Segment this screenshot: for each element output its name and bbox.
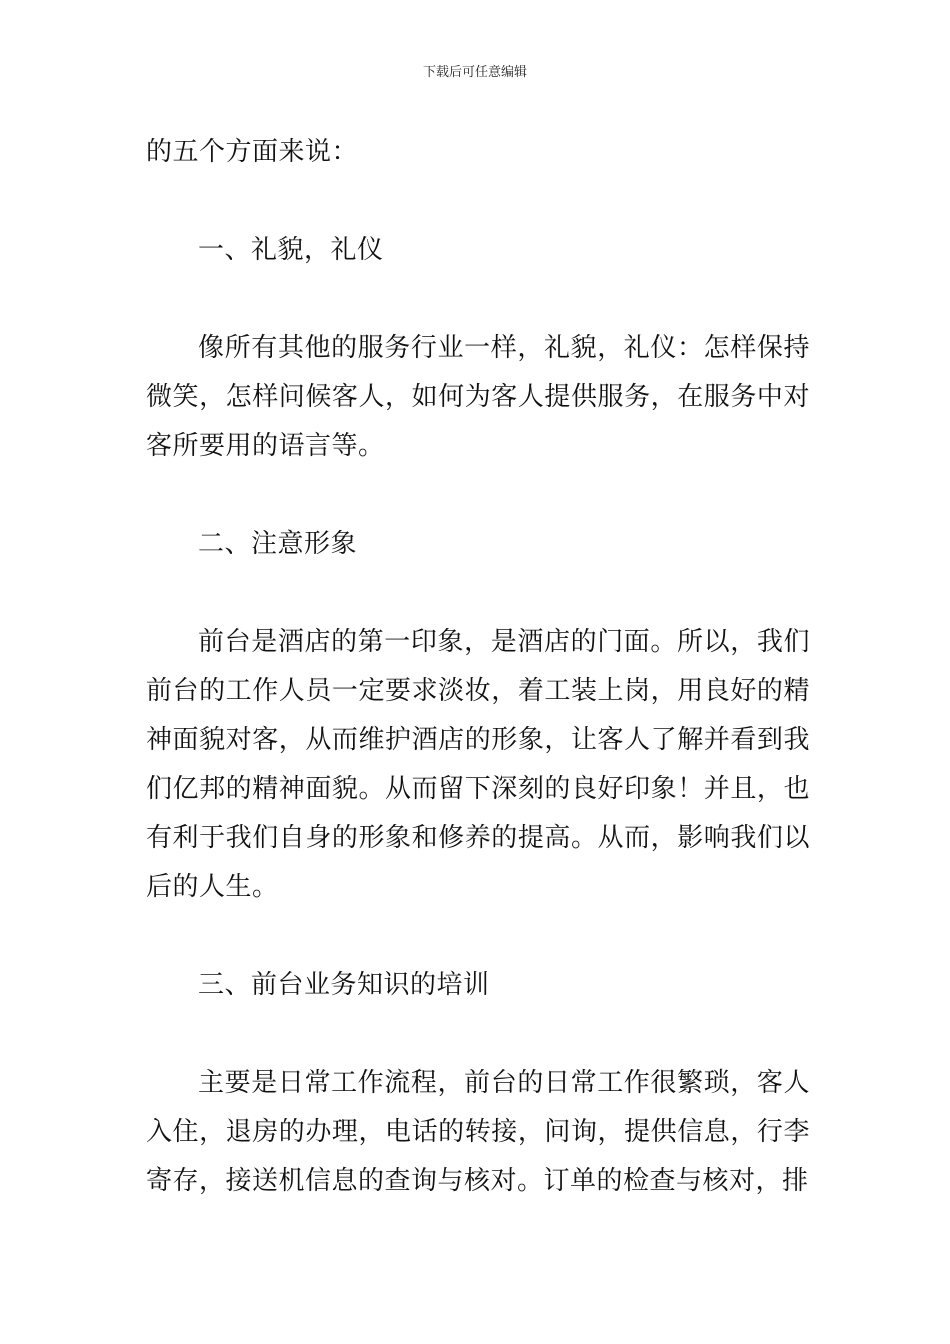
section-heading-3: 三、前台业务知识的培训 bbox=[198, 970, 490, 1000]
paragraph-business-knowledge: 主要是日常工作流程，前台的日常工作很繁琐，客人入住，退房的办理，电话的转接，问询，提供信息，行李寄存，接送机信息的查询与核对。订单的检查与核对，排 bbox=[146, 1068, 810, 1196]
section-heading-2: 二、注意形象 bbox=[198, 529, 358, 559]
document-body bbox=[146, 128, 810, 1206]
section-heading-1: 一、礼貌，礼仪 bbox=[198, 235, 384, 265]
paragraph-intro: 的五个方面来说： bbox=[146, 137, 359, 167]
paragraph-image: 前台是酒店的第一印象，是酒店的门面。所以，我们前台的工作人员一定要求淡妆，着工装上岗，用良好的精神面貌对客，从而维护酒店的形象，让客人了解并看到我们亿邦的精神面貌。从而留下深刻的良好印象！并且，也有利于我们自身的形象和修养的提高。从而，影响我们以后的人生。 bbox=[146, 627, 810, 902]
paragraph-courtesy: 像所有其他的服务行业一样，礼貌，礼仪：怎样保持微笑，怎样问候客人，如何为客人提供服务，在服务中对客所要用的语言等。 bbox=[146, 333, 810, 461]
page-header: 下载后可任意编辑 bbox=[422, 65, 527, 80]
